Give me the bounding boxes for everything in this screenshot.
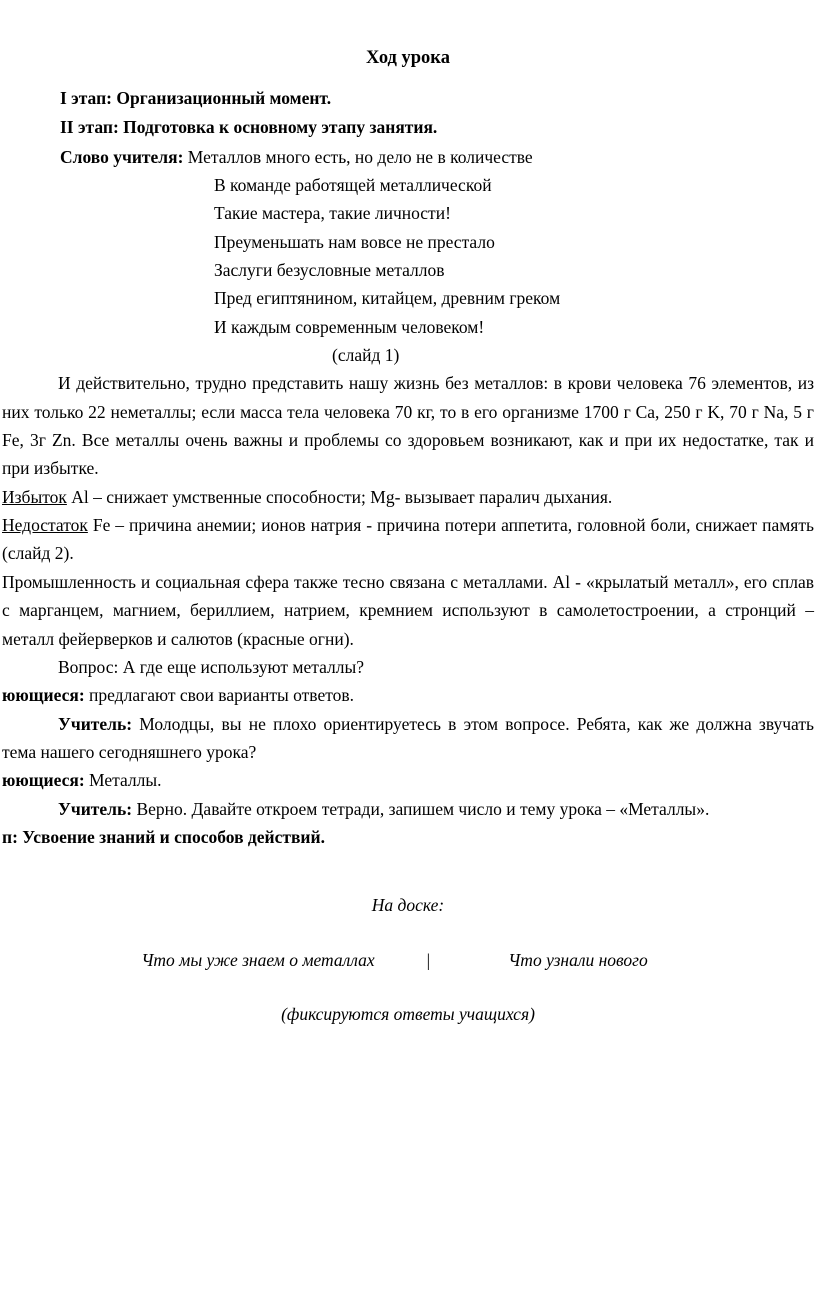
- dialogue-speaker: Учитель:: [58, 713, 133, 734]
- dialogue-speaker: юющиеся:: [2, 685, 85, 706]
- document-body: [0, 44, 816, 1028]
- deficit-label: Недостаток: [2, 515, 88, 536]
- dialogue-students-1: [2, 681, 814, 709]
- verse-line: В команде работящей металлической: [214, 175, 492, 195]
- teacher-word-label: Слово учителя:: [60, 146, 184, 167]
- page-title: Ход урока: [366, 48, 450, 68]
- dialogue-speaker: юющиеся:: [2, 770, 85, 791]
- board-columns: [2, 946, 814, 974]
- verse-line: Пред египтянином, китайцем, древним греком: [214, 288, 561, 309]
- teacher-word-line: [2, 143, 814, 171]
- verse-line: Заслуги безусловные металлов: [214, 260, 445, 281]
- slide-marker: (слайд 1): [332, 345, 400, 366]
- dialogue-question: Вопрос: А где еще используют металлы?: [58, 656, 364, 677]
- dialogue-text: Молодцы, вы не плохо ориентируетесь в этом вопросе. Ребята, как же должна звучать тема нашего сегодняшнего урока?: [2, 713, 814, 762]
- excess-text: Al – снижает умственные способности; Mg- вызывает паралич дыхания.: [66, 486, 613, 507]
- board-heading: На доске:: [371, 895, 445, 916]
- board-column-new: Что узнали нового: [508, 949, 648, 970]
- verse-line: Преуменьшать нам вовсе не престало: [214, 231, 495, 252]
- stage-one-heading: I этап: Организационный момент.: [60, 87, 332, 108]
- board-note: (фиксируются ответы учащихся): [281, 1003, 535, 1024]
- teacher-word-text: Металлов много есть, но дело не в количестве: [183, 146, 533, 167]
- dialogue-text: Металлы.: [84, 770, 162, 791]
- dialogue-text: предлагают свои варианты ответов.: [84, 685, 355, 706]
- stage-two-heading: II этап: Подготовка к основному этапу занятия.: [60, 117, 438, 138]
- board-column-known: Что мы уже знаем о металлах: [141, 949, 375, 970]
- stage-three-heading: п: Усвоение знаний и способов действий.: [2, 826, 325, 847]
- verse-line: Такие мастера, такие личности!: [214, 203, 451, 224]
- paragraph-metals-in-body: И действительно, трудно представить нашу жизнь без металлов: в крови человека 76 элементов, из них только 22 неметаллы; если масса тела человека 70 кг, то в его организме 1700 г Ca, 250 г K, 70 г Na, 5 г Fe, 3г Zn. Все металлы очень важны и проблемы со здоровьем возникают, как и при их недостатке, так и при избытке.: [2, 373, 814, 479]
- paragraph-deficit: [2, 511, 814, 568]
- excess-label: Избыток: [2, 486, 67, 507]
- deficit-text: Fe – причина анемии; ионов натрия - причина потери аппетита, головной боли, снижает память (слайд 2).: [2, 515, 814, 564]
- dialogue-students-2: [2, 766, 814, 794]
- board-separator: |: [425, 949, 431, 970]
- dialogue-text: Верно. Давайте откроем тетради, запишем число и тему урока – «Металлы».: [132, 798, 710, 819]
- dialogue-teacher-1: [2, 710, 814, 767]
- verse-line: И каждым современным человеком!: [214, 316, 485, 337]
- dialogue-teacher-2: [2, 795, 814, 823]
- paragraph-industry: Промышленность и социальная сфера также тесно связана с металлами. Al - «крылатый металл», его сплав с марганцем, магнием, бериллием, натрием, кремнием используют в самолетостроении, а стронций – металл фейерверков и салютов (красные огни).: [2, 571, 814, 649]
- paragraph-excess: [2, 483, 814, 511]
- dialogue-speaker: Учитель:: [58, 798, 133, 819]
